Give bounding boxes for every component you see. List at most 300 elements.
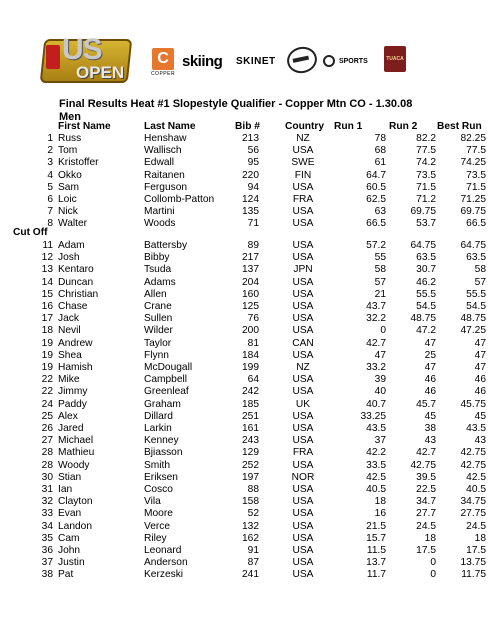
cell-country: FRA (292, 447, 314, 459)
cell-place: 32 (41, 496, 53, 508)
cell-place: 22 (41, 374, 53, 386)
cell-best-run: 46 (474, 374, 486, 386)
cell-first-name: Kentaro (58, 264, 94, 276)
cell-place: 22 (41, 386, 53, 398)
cell-best-run: 40.5 (466, 484, 486, 495)
cell-place: 3 (47, 157, 53, 169)
cell-best-run: 45.75 (460, 398, 486, 410)
cell-bib: 132 (242, 520, 259, 532)
cell-country: USA (292, 410, 314, 422)
cell-best-run: 47 (474, 349, 486, 361)
cell-place: 19 (41, 337, 53, 349)
table-row (0, 557, 500, 568)
cell-place: 31 (41, 484, 53, 495)
header-first-name: First Name (58, 121, 111, 132)
table-row (0, 521, 500, 532)
cell-run1: 43.5 (366, 423, 386, 434)
cell-run2: 18 (424, 532, 436, 544)
cell-country: USA (292, 276, 314, 288)
cell-first-name: Adam (58, 240, 85, 251)
cell-country: UK (295, 398, 311, 410)
table-row (0, 399, 500, 410)
header-best-run: Best Run (437, 121, 482, 132)
cell-place: 34 (41, 520, 53, 532)
sports-label: SPORTS (338, 57, 368, 65)
cell-first-name: Okko (58, 169, 82, 181)
cell-bib: 204 (242, 276, 259, 288)
cell-country: USA (292, 374, 314, 386)
cell-last-name: Edwall (144, 157, 175, 169)
cell-best-run: 64.75 (460, 240, 486, 251)
cell-run1: 62.5 (366, 194, 386, 205)
cell-run2: 42.75 (410, 459, 436, 471)
cell-last-name: Bjiasson (144, 447, 183, 459)
cell-place: 28 (41, 459, 53, 471)
cell-run1: 55 (374, 252, 386, 264)
cell-run1: 33.25 (360, 410, 386, 422)
table-row (0, 460, 500, 471)
table-row (0, 496, 500, 507)
cell-run2: 71.2 (416, 194, 436, 205)
cell-first-name: Jimmy (58, 386, 88, 398)
cell-bib: 184 (242, 349, 259, 361)
cell-first-name: Sam (58, 181, 79, 193)
cell-place: 16 (41, 301, 53, 312)
cell-run2: 48.75 (410, 313, 436, 325)
cell-first-name: Duncan (58, 276, 94, 288)
cell-run2: 71.5 (416, 181, 436, 193)
cell-first-name: Christian (58, 288, 99, 300)
cell-bib: 162 (242, 532, 259, 544)
cell-run2: 45 (424, 410, 436, 422)
cell-country: USA (292, 532, 314, 544)
cell-place: 18 (41, 325, 53, 337)
cell-first-name: Josh (58, 252, 80, 264)
cell-bib: 160 (242, 288, 259, 300)
cell-run2: 73.5 (416, 169, 436, 181)
cell-best-run: 47.25 (460, 325, 486, 337)
cell-place: 5 (47, 181, 53, 193)
cell-best-run: 82.25 (460, 133, 486, 144)
cell-run2: 77.5 (416, 145, 436, 157)
cell-last-name: Campbell (144, 374, 188, 386)
table-row (0, 338, 500, 349)
cell-country: USA (292, 435, 314, 447)
us-open-stripe (46, 45, 60, 69)
table-row (0, 206, 500, 217)
cell-run2: 45.7 (416, 398, 436, 410)
cell-best-run: 45 (474, 410, 486, 422)
cell-run2: 43 (424, 435, 436, 447)
cell-run2: 82.2 (416, 133, 436, 144)
cell-bib: 56 (247, 145, 259, 157)
cell-last-name: Bibby (144, 252, 170, 264)
header-country: Country (285, 121, 325, 132)
cell-bib: 88 (247, 484, 259, 495)
cell-country: USA (292, 520, 314, 532)
cell-run2: 38 (424, 423, 436, 434)
cell-last-name: Tsuda (144, 264, 172, 276)
cell-country: USA (292, 218, 314, 230)
cell-country: USA (292, 240, 314, 251)
cell-run1: 16 (374, 508, 386, 520)
cell-last-name: Verce (144, 520, 171, 532)
cell-first-name: Hamish (58, 362, 93, 373)
cell-country: USA (292, 484, 314, 495)
cell-run2: 27.7 (416, 508, 436, 520)
cell-best-run: 43 (474, 435, 486, 447)
cell-first-name: Kristoffer (58, 157, 99, 169)
table-row (0, 472, 500, 483)
cell-run2: 63.5 (416, 252, 436, 264)
cell-first-name: Evan (58, 508, 82, 520)
cell-last-name: Dillard (144, 410, 173, 422)
cell-bib: 71 (247, 218, 259, 230)
cell-last-name: Kenney (144, 435, 179, 447)
cell-run2: 0 (430, 557, 436, 569)
cell-country: USA (292, 459, 314, 471)
cell-place: 11 (42, 240, 53, 251)
cell-country: FRA (292, 194, 314, 205)
cell-place: 26 (41, 423, 53, 434)
cell-country: USA (292, 313, 314, 325)
copper-mark: C (152, 48, 174, 70)
sports-mark-icon (323, 55, 335, 67)
table-row (0, 252, 500, 263)
cell-first-name: Andrew (58, 337, 93, 349)
cell-run1: 60.5 (366, 181, 386, 193)
cutoff-label: Cut Off (13, 227, 48, 238)
us-open-logo (42, 33, 132, 88)
cell-bib: 158 (242, 496, 259, 508)
table-row (0, 301, 500, 312)
cell-best-run: 46 (474, 386, 486, 398)
cell-best-run: 69.75 (460, 206, 486, 218)
copper-label: COPPER (150, 71, 176, 77)
cell-first-name: Paddy (58, 398, 87, 410)
cell-run1: 42.7 (366, 337, 386, 349)
cell-run2: 34.7 (416, 496, 436, 508)
cell-country: USA (292, 508, 314, 520)
cell-bib: 87 (247, 557, 259, 569)
cell-place: 33 (41, 508, 53, 520)
header-last-name: Last Name (144, 121, 196, 132)
cell-place: 1 (47, 133, 53, 144)
cell-place: 27 (41, 435, 53, 447)
cell-run1: 21 (374, 288, 386, 300)
cell-place: 36 (41, 545, 53, 556)
cell-run2: 47.2 (416, 325, 436, 337)
cell-best-run: 57 (474, 276, 486, 288)
cell-best-run: 73.5 (466, 169, 486, 181)
cell-bib: 76 (247, 313, 259, 325)
cell-last-name: Vila (144, 496, 161, 508)
table-row (0, 157, 500, 168)
table-row (0, 194, 500, 205)
cell-bib: 94 (247, 181, 259, 193)
cell-bib: 251 (242, 410, 259, 422)
cell-last-name: Moore (144, 508, 173, 520)
cell-country: USA (292, 301, 314, 312)
cell-bib: 161 (242, 423, 259, 434)
cell-country: FIN (294, 169, 312, 181)
table-row (0, 218, 500, 229)
table-row (0, 133, 500, 144)
cell-bib: 137 (242, 264, 259, 276)
cell-bib: 220 (242, 169, 259, 181)
cell-bib: 243 (242, 435, 259, 447)
cell-first-name: Clayton (58, 496, 93, 508)
cell-run1: 11.7 (366, 569, 386, 581)
cell-first-name: Stian (58, 471, 82, 483)
cell-run2: 46 (424, 386, 436, 398)
cell-best-run: 58 (474, 264, 486, 276)
cell-best-run: 11.75 (461, 569, 486, 581)
us-open-logo-top: US (62, 33, 102, 66)
cell-place: 8 (47, 218, 53, 230)
cell-bib: 95 (247, 157, 259, 169)
cell-best-run: 71.25 (460, 194, 486, 205)
cell-run2: 17.5 (416, 545, 436, 556)
cell-run1: 32.2 (366, 313, 386, 325)
cell-last-name: Taylor (144, 337, 172, 349)
cell-run2: 54.5 (416, 301, 436, 312)
cell-run1: 47 (374, 349, 386, 361)
cell-country: USA (292, 325, 314, 337)
cell-last-name: Allen (144, 288, 167, 300)
cell-best-run: 66.5 (466, 218, 486, 230)
cell-run1: 40.5 (366, 484, 386, 495)
cell-last-name: Greenleaf (144, 386, 189, 398)
cell-run1: 21.5 (366, 520, 386, 532)
copper-logo (148, 48, 178, 77)
cell-run2: 69.75 (410, 206, 436, 218)
cell-best-run: 77.5 (466, 145, 486, 157)
table-row (0, 350, 500, 361)
us-open-logo-bottom: OPEN (76, 63, 125, 82)
cell-bib: 185 (242, 398, 259, 410)
table-row (0, 423, 500, 434)
cell-run1: 42.5 (366, 471, 386, 483)
cell-first-name: Mathieu (58, 447, 95, 459)
tuaca-logo: TUACA (384, 46, 406, 72)
cell-place: 12 (41, 252, 53, 264)
cell-country: SWE (291, 157, 315, 169)
cell-country: CAN (292, 337, 314, 349)
table-row (0, 182, 500, 193)
cell-best-run: 27.75 (460, 508, 486, 520)
cell-bib: 129 (242, 447, 259, 459)
cell-bib: 252 (242, 459, 259, 471)
cell-last-name: Graham (144, 398, 181, 410)
cell-run2: 46 (424, 374, 436, 386)
cell-run1: 42.2 (366, 447, 386, 459)
cell-last-name: Collomb-Patton (144, 194, 215, 205)
cell-last-name: Wilder (144, 325, 173, 337)
cell-first-name: Loic (58, 194, 77, 205)
cell-run1: 13.7 (366, 557, 386, 569)
cell-last-name: Henshaw (144, 133, 187, 144)
cell-run1: 40.7 (366, 398, 386, 410)
cell-last-name: Riley (144, 532, 167, 544)
table-row (0, 411, 500, 422)
cell-run2: 24.5 (416, 520, 436, 532)
cell-best-run: 42.5 (466, 471, 486, 483)
cell-last-name: Adams (144, 276, 176, 288)
cell-run2: 39.5 (416, 471, 436, 483)
cell-place: 15 (41, 288, 53, 300)
cell-bib: 124 (242, 194, 259, 205)
table-row (0, 435, 500, 446)
cell-best-run: 74.25 (460, 157, 486, 169)
cell-country: USA (292, 206, 314, 218)
cell-run1: 58 (374, 264, 386, 276)
cell-bib: 125 (242, 301, 259, 312)
table-row (0, 264, 500, 275)
cell-place: 7 (47, 206, 53, 218)
cell-run1: 15.7 (366, 532, 386, 544)
cell-country: USA (292, 423, 314, 434)
cell-best-run: 17.5 (466, 545, 486, 556)
sponsor-banner (0, 0, 500, 95)
cell-best-run: 24.5 (466, 520, 486, 532)
cell-bib: 89 (247, 240, 259, 251)
cell-run1: 43.7 (366, 301, 386, 312)
cell-place: 17 (41, 313, 53, 325)
cell-country: USA (292, 252, 314, 264)
cell-first-name: Tom (58, 145, 78, 157)
cell-last-name: Smith (144, 459, 171, 471)
cell-place: 2 (47, 145, 53, 157)
sports-logo (323, 55, 368, 67)
cell-best-run: 42.75 (460, 459, 486, 471)
cell-best-run: 63.5 (466, 252, 486, 264)
cell-first-name: Pat (58, 569, 74, 581)
cell-first-name: Shea (58, 349, 82, 361)
cell-country: USA (292, 496, 314, 508)
cell-place: 19 (41, 349, 53, 361)
cell-bib: 81 (247, 337, 259, 349)
cell-best-run: 43.5 (466, 423, 486, 434)
cell-best-run: 55.5 (466, 288, 486, 300)
cell-run1: 78 (374, 133, 386, 144)
cell-place: 24 (41, 398, 53, 410)
cell-last-name: Kerzeski (144, 569, 184, 581)
table-row (0, 145, 500, 156)
cell-last-name: Sullen (144, 313, 173, 325)
cell-best-run: 48.75 (460, 313, 486, 325)
header-bib: Bib # (235, 121, 260, 132)
cell-first-name: Nevil (58, 325, 81, 337)
cell-first-name: Justin (58, 557, 85, 569)
table-row (0, 508, 500, 519)
cell-run2: 42.7 (416, 447, 436, 459)
cell-bib: 241 (242, 569, 259, 581)
cell-country: USA (292, 569, 314, 581)
cell-run1: 57 (374, 276, 386, 288)
skiing-logo: skiing (182, 53, 223, 70)
cell-first-name: Walter (58, 218, 88, 230)
cell-place: 35 (41, 532, 53, 544)
cell-last-name: Battersby (144, 240, 188, 251)
cell-run1: 57.2 (366, 240, 386, 251)
cell-run2: 30.7 (416, 264, 436, 276)
cell-first-name: Chase (58, 301, 88, 312)
cell-last-name: Crane (144, 301, 172, 312)
cell-last-name: McDougall (144, 362, 193, 373)
cell-bib: 200 (242, 325, 259, 337)
table-row (0, 545, 500, 556)
cell-country: USA (292, 557, 314, 569)
header-run2: Run 2 (389, 121, 418, 132)
cell-place: 4 (47, 169, 53, 181)
cell-bib: 135 (242, 206, 259, 218)
cell-run2: 47 (424, 337, 436, 349)
cell-bib: 213 (242, 133, 259, 144)
cell-run1: 33.2 (366, 362, 386, 373)
cell-run2: 64.75 (410, 240, 436, 251)
cell-run1: 18 (374, 496, 386, 508)
cell-first-name: Nick (58, 206, 78, 218)
table-row (0, 374, 500, 385)
cell-country: NOR (291, 471, 315, 483)
cell-last-name: Flynn (144, 349, 169, 361)
cell-country: USA (292, 545, 314, 556)
cell-country: USA (292, 349, 314, 361)
table-row (0, 313, 500, 324)
cell-country: JPN (293, 264, 313, 276)
cell-country: NZ (296, 362, 310, 373)
cell-place: 30 (41, 471, 53, 483)
cell-country: USA (292, 386, 314, 398)
cell-first-name: Ian (58, 484, 73, 495)
cell-run1: 68 (374, 145, 386, 157)
table-row (0, 484, 500, 495)
table-row (0, 277, 500, 288)
cell-place: 28 (41, 447, 53, 459)
cell-first-name: John (58, 545, 81, 556)
cell-place: 38 (41, 569, 53, 581)
cell-last-name: Eriksen (144, 471, 178, 483)
cell-country: USA (292, 288, 314, 300)
cell-best-run: 54.5 (466, 301, 486, 312)
cell-run2: 55.5 (416, 288, 436, 300)
cell-country: USA (292, 181, 314, 193)
cell-bib: 52 (247, 508, 259, 520)
cell-run1: 39 (374, 374, 386, 386)
cell-first-name: Cam (58, 532, 80, 544)
cell-best-run: 71.5 (466, 181, 486, 193)
cell-run2: 0 (430, 569, 436, 581)
cell-bib: 197 (242, 471, 259, 483)
cell-last-name: Woods (144, 218, 176, 230)
cell-bib: 242 (242, 386, 259, 398)
cell-run2: 46.2 (416, 276, 436, 288)
cell-best-run: 42.75 (460, 447, 486, 459)
cell-run1: 61 (374, 157, 386, 169)
cell-last-name: Martini (144, 206, 175, 218)
cell-run1: 63 (374, 206, 386, 218)
cell-run1: 64.7 (366, 169, 386, 181)
cell-bib: 64 (247, 374, 259, 386)
cell-country: NZ (296, 133, 310, 144)
table-row (0, 533, 500, 544)
cell-last-name: Ferguson (144, 181, 188, 193)
cell-place: 25 (41, 410, 53, 422)
cell-run1: 66.5 (366, 218, 386, 230)
cell-run1: 11.5 (366, 545, 386, 556)
table-row (0, 170, 500, 181)
